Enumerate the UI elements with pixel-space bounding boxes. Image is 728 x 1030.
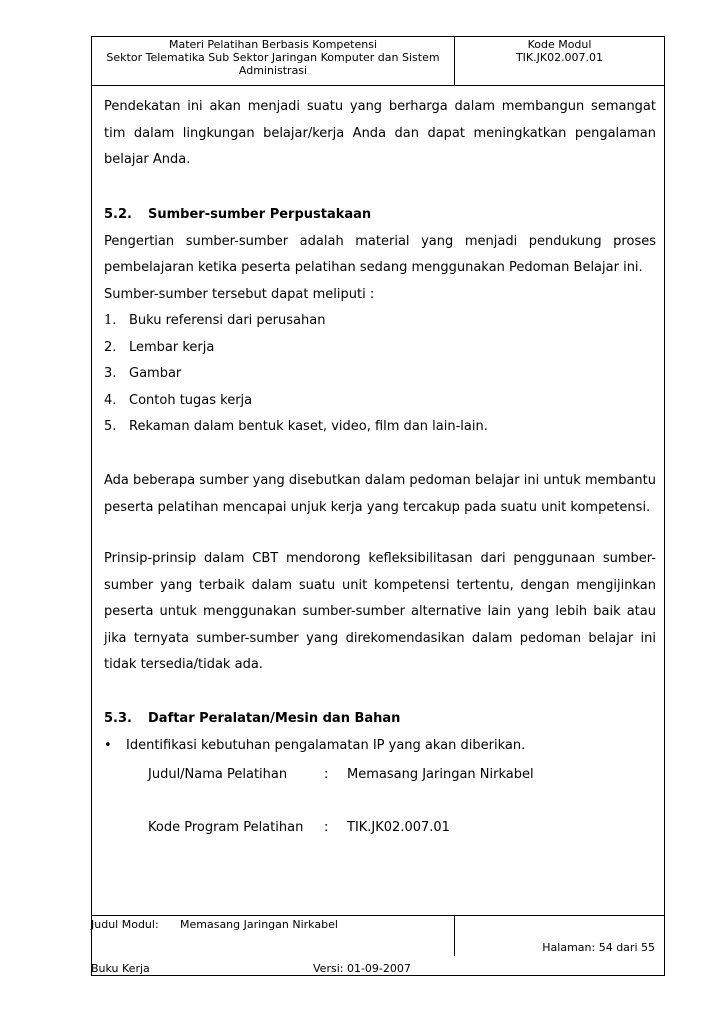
list-item-text: Buku referensi dari perusahan	[129, 313, 326, 328]
section-5-2-para2: Sumber-sumber tersebut dapat meliputi :	[104, 286, 375, 302]
section-5-3-heading	[104, 706, 656, 733]
section-5-3-title: Daftar Peralatan/Mesin dan Bahan	[148, 711, 401, 726]
section-5-2-para3-block	[104, 468, 656, 521]
list-item	[104, 335, 656, 362]
section-5-2-title: Sumber-sumber Perpustakaan	[148, 207, 372, 222]
list-item	[104, 414, 656, 441]
training-title-label: Judul/Nama Pelatihan	[148, 767, 288, 782]
page-footer	[91, 915, 665, 976]
list-item	[104, 308, 656, 335]
footer-judul-label: Judul Modul:	[91, 918, 159, 931]
training-title-value: Memasang Jaringan Nirkabel	[347, 767, 534, 782]
intro-paragraph: Pendekatan ini akan menjadi suatu yang berharga dalam membangun semangat tim dalam lingkungan belajar/kerja Anda dan dapat meningkatkan pengalaman belajar Anda.	[104, 99, 656, 167]
training-title-sep: :	[324, 767, 329, 782]
footer-page-number: Halaman: 54 dari 55	[542, 941, 655, 954]
bullet-icon: •	[104, 737, 112, 753]
list-item-text: Contoh tugas kerja	[129, 392, 253, 408]
section-5-2-number: 5.2.	[104, 207, 132, 222]
intro-block	[104, 94, 656, 174]
footer-version: Versi: 01-09-2007	[313, 962, 411, 975]
section-5-2-para1: Pengertian sumber-sumber adalah material yang menjadi pendukung proses pembelajaran ketika peserta pelatihan sedang menggunakan Pedoman Belajar ini.	[104, 233, 656, 275]
header-title-line1: Materi Pelatihan Berbasis Kompetensi	[168, 38, 378, 51]
list-item-number: 2.	[104, 339, 117, 355]
list-item	[104, 388, 656, 415]
training-code-label: Kode Program Pelatihan	[148, 820, 304, 835]
list-item-number: 3.	[104, 366, 117, 381]
header-title-line2: Sektor Telematika Sub Sektor Jaringan Komputer dan Sistem	[106, 51, 440, 64]
section-5-2	[104, 202, 656, 441]
section-5-2-para4-block	[104, 546, 656, 679]
list-item-number: 5.	[104, 419, 117, 434]
list-item-number: 4.	[104, 392, 117, 408]
bullet-text: Identifikasi kebutuhan pengalamatan IP yang akan diberikan.	[126, 737, 526, 753]
section-5-3-number: 5.3.	[104, 711, 132, 726]
footer-judul-value: Memasang Jaringan Nirkabel	[180, 918, 338, 931]
list-item-text: Rekaman dalam bentuk kaset, video, film dan lain-lain.	[129, 419, 488, 434]
section-5-2-heading	[104, 202, 656, 229]
footer-book-label: Buku Kerja	[91, 962, 150, 975]
section-5-2-para3: Ada beberapa sumber yang disebutkan dalam pedoman belajar ini untuk membantu peserta pelatihan mencapai unjuk kerja yang tercakup pada suatu unit kompetensi.	[104, 473, 656, 515]
header-module-code	[455, 37, 664, 86]
header-code-value: TIK.JK02.007.01	[515, 51, 604, 64]
footer-divider	[454, 916, 455, 956]
list-item-number: 1.	[104, 313, 117, 328]
page-header	[91, 36, 665, 86]
header-title-line3: Administrasi	[238, 64, 308, 77]
training-code-value: TIK.JK02.007.01	[347, 820, 450, 835]
training-code-sep: :	[324, 820, 329, 835]
list-item-text: Lembar kerja	[129, 339, 215, 355]
bullet-item	[104, 733, 656, 760]
list-item	[104, 361, 656, 388]
header-module-title	[92, 37, 455, 85]
section-5-2-para4: Prinsip-prinsip dalam CBT mendorong kefleksibilitasan dari penggunaan sumber-sumber yang terbaik dalam suatu unit kompetensi tertentu, dengan mengijinkan peserta untuk menggunakan sumber-sumber alternative lain yang lebih baik atau jika ternyata sumber-sumber yang direkomendasikan dalam pedoman belajar ini tidak tersedia/tidak ada.	[104, 551, 656, 672]
section-5-3	[104, 706, 656, 759]
header-code-label: Kode Modul	[527, 38, 592, 51]
list-item-text: Gambar	[129, 366, 182, 381]
